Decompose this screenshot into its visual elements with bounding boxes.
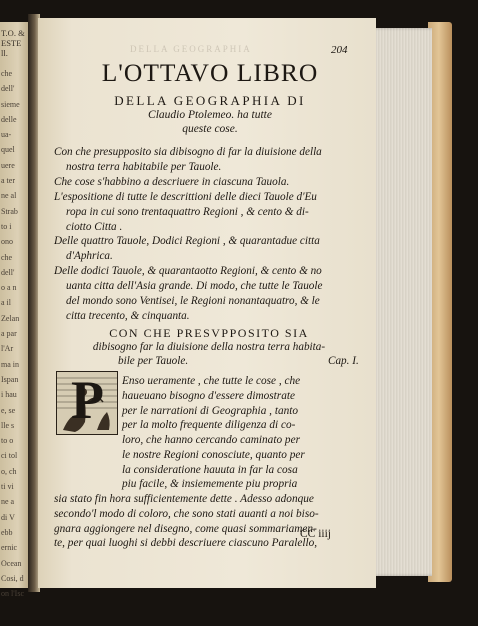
page-block-edges (372, 28, 432, 576)
contents-line: Delle dodici Tauole, & quarantaotto Regioni, & cento & no (54, 265, 322, 278)
left-page-fragment: quel (1, 145, 15, 155)
contents-line: ciotto Citta . (66, 220, 123, 233)
left-header-line: ESTE (1, 38, 22, 48)
contents-line: uanta citta dell'Asia grande. Di modo, che tutte le Tauole (66, 280, 323, 293)
body-line: per la molto frequente diligenza di co- (122, 419, 296, 432)
left-page-fragment: Cosi, d (1, 573, 24, 583)
body-line: haueuano bisogno d'essere dimostrate (122, 389, 296, 402)
chapter-number: Cap. I. (328, 355, 359, 367)
left-page-fragment: dell' (1, 267, 15, 277)
contents-line: Che cose s'habbino a descriuere in ciascuna Tauola. (54, 175, 290, 188)
contents-line: ropa in cui sono trentaquattro Regioni , & cento & di- (66, 205, 309, 218)
chapter-subheading-end: bile per Tauole. (118, 355, 189, 367)
left-page-fragment: ma in (1, 359, 19, 369)
body-line: loro, che hanno cercando caminato per (122, 434, 300, 446)
left-page-fragment: uere (1, 160, 15, 170)
contents-line: del mondo sono Ventisei, le Regioni nonantaquatro, & le (66, 295, 320, 308)
body-line: sia stato fin hora sufficientemente dette . Adesso adonque (54, 493, 314, 505)
left-page-fragment: a par (1, 329, 17, 339)
left-page-fragment: on l'Isc (1, 589, 24, 599)
chapter-subheading: dibisogno far la diuisione della nostra terra habita- (92, 341, 326, 353)
subtitle-line: queste cose. (182, 123, 238, 135)
left-page-fragment: o a n (1, 283, 17, 293)
show-through-header: DELLA GEOGRAPHIA (130, 44, 252, 54)
left-page-fragment: to i (1, 221, 12, 231)
left-page-fragment: ne al (1, 191, 17, 201)
left-page-fragment: ne a (1, 497, 15, 507)
left-page-fragment: lle s (1, 420, 15, 430)
body-line: la consideratione hauuta in far la cosa (122, 463, 298, 476)
left-header-line: ll. (1, 48, 8, 58)
left-page-fragment: ci tol (1, 451, 18, 461)
left-page-fragment: dell' (1, 84, 15, 94)
left-page-fragment: Ispan (1, 374, 19, 384)
body-line: le nostre Regioni conosciute, quanto per (122, 448, 305, 461)
body-line: piu facile, & insiememente piu propria (122, 478, 298, 491)
chapter-subheading (118, 354, 358, 369)
decorated-initial (56, 371, 118, 435)
page-number: 204 (331, 44, 348, 56)
left-page-fragments (1, 66, 29, 626)
left-page-fragment: o, ch (1, 466, 17, 476)
left-page-fragment: i hau (1, 390, 17, 400)
contents-line: nostra terra habitabile per Tauole. (66, 160, 222, 173)
left-page-fragment: Strab (1, 206, 18, 216)
left-page-fragment: e, se (1, 405, 16, 415)
left-page-fragment: l'Ar (1, 344, 14, 354)
body-line: per le narrationi di Geographia , tanto (122, 404, 299, 417)
left-page-fragment: Ocean (1, 558, 22, 568)
contents-line: L'espositione di tutte le descrittioni delle dieci Tauole d'Eu (54, 190, 317, 203)
decorated-initial-illustration (57, 372, 117, 434)
right-page (38, 18, 376, 588)
subtitle-line: Claudio Ptolemeo. ha tutte (148, 109, 272, 121)
chapter-heading: CON CHE PRESVPPOSITO SIA (109, 326, 309, 340)
contents-line: Delle quattro Tauole, Dodici Regioni , & quarantadue citta (54, 235, 320, 248)
left-page-fragment: a il (1, 298, 11, 308)
left-page-fragment: ti vi (1, 482, 14, 492)
body-line: gnara aggiongere nel disegno, come quasi sommariamen- (54, 522, 317, 535)
book-title: L'OTTAVO LIBRO (101, 58, 319, 87)
contents-summary (54, 145, 364, 324)
body-line: te, per quai luoghi si debbi descriuere ciascuno Paralello, (54, 537, 318, 550)
signature-mark: CC iiij (300, 528, 331, 540)
book-subtitle: DELLA GEOGRAPHIA DI (114, 93, 306, 108)
left-page-fragment: che (1, 69, 13, 78)
body-line: secondo'l modo di coloro, che sono stati auanti a noi biso- (54, 507, 319, 520)
left-page-fragment: di V (1, 512, 15, 522)
left-page-fragment: ebb (1, 527, 13, 537)
left-page-fragment: sieme (1, 99, 20, 109)
initial-letter: P (71, 370, 104, 430)
left-page-fragment: ono (1, 237, 13, 247)
left-page-fragment: ernic (1, 543, 17, 553)
left-header-line: T.O. & (1, 28, 25, 38)
left-page-fragment: ua- (1, 130, 12, 140)
left-page-fragment: to o (1, 436, 14, 446)
left-page-fragment: a ter (1, 176, 15, 186)
contents-line: Con che presupposito sia dibisogno di far la diuisione della (54, 146, 322, 158)
contents-line: citta trecento, & cinquanta. (66, 309, 190, 322)
left-page-header (1, 28, 25, 58)
body-line: Enso ueramente , che tutte le cose , che (122, 375, 301, 387)
contents-line: d'Aphrica. (66, 250, 113, 263)
left-facing-page (0, 22, 30, 599)
left-page-fragment: delle (1, 114, 17, 124)
left-page-fragment: Zelan (1, 313, 20, 323)
left-page-fragment: che (1, 252, 13, 262)
